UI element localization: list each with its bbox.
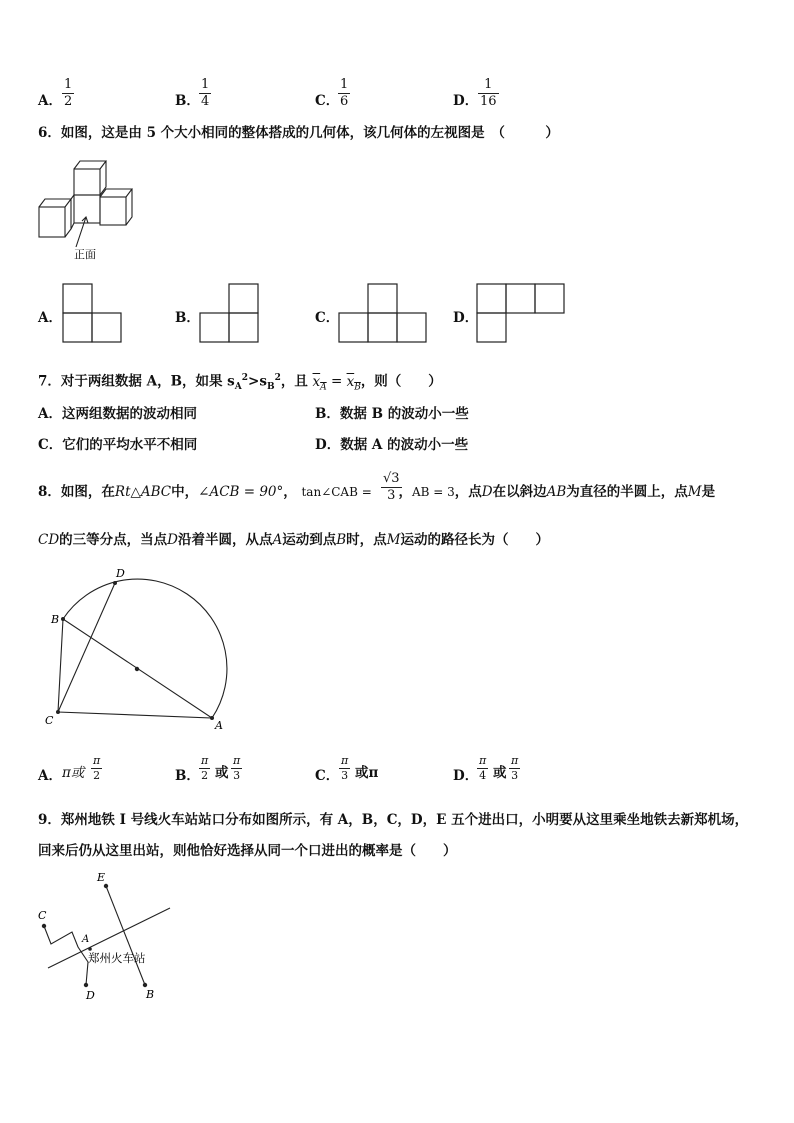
q8-tan-fraction bbox=[381, 472, 402, 503]
fraction-numerator: √3 bbox=[383, 471, 400, 486]
mean-b bbox=[346, 373, 361, 393]
q8-text: 运动到点 bbox=[282, 532, 337, 548]
q8-text: 8．如图，在 bbox=[38, 484, 115, 500]
q8-math-m: M bbox=[687, 484, 702, 500]
q8-math-d: D bbox=[167, 532, 178, 548]
q8-text: 是 bbox=[701, 484, 716, 500]
fraction-numerator: π bbox=[341, 754, 349, 767]
q8-option-a-fraction bbox=[91, 755, 102, 782]
mean-b-var: x bbox=[346, 373, 355, 390]
q5-option-a-fraction bbox=[62, 78, 74, 109]
q8-text: ， bbox=[283, 484, 297, 500]
subscript: A bbox=[320, 382, 327, 393]
q8-option-c-mid: 或π bbox=[355, 765, 379, 781]
q8-option-b-mid: 或 bbox=[215, 765, 229, 781]
label-b: B bbox=[51, 613, 60, 626]
q6-option-c-label: C． bbox=[315, 310, 340, 326]
fraction-denominator: 4 bbox=[479, 769, 487, 782]
q9-stem-line2: 回来后仍从这里出站，则他恰好选择从同一个口进出的概率是（ ） bbox=[38, 843, 457, 859]
q7-option-c: C．它们的平均水平不相同 bbox=[38, 437, 198, 453]
center-point bbox=[135, 667, 139, 671]
fraction-denominator: 3 bbox=[341, 769, 349, 782]
q9-stem-line1: 9．郑州地铁 I 号线火车站站口分布如图所示，有 A，B，C，D，E 五个进出口，小明要从这里乘坐地铁去新郑机场， bbox=[38, 812, 749, 828]
q6-option-c-figure bbox=[338, 283, 430, 345]
station-label: 郑州火车站 bbox=[88, 951, 146, 965]
q8-option-a-label: A． bbox=[38, 768, 62, 784]
q5-option-d-label: D． bbox=[453, 93, 479, 109]
q8-text: 时，点 bbox=[346, 532, 387, 548]
q5-option-d-fraction bbox=[478, 78, 499, 109]
q8-math-ab: AB = 3 bbox=[411, 485, 455, 499]
fraction-numerator: 1 bbox=[64, 77, 73, 92]
fraction-numerator: π bbox=[93, 754, 101, 767]
q8-text: 在以斜边 bbox=[492, 484, 547, 500]
q8-math-m: M bbox=[386, 532, 401, 548]
q7-stem bbox=[38, 369, 442, 396]
mean-a-var: x bbox=[312, 373, 321, 390]
point-c bbox=[56, 710, 60, 714]
fraction-denominator: 3 bbox=[233, 769, 241, 782]
q7-stem-part: >s bbox=[248, 373, 267, 390]
fraction-numerator: π bbox=[201, 754, 209, 767]
q8-text: ， bbox=[398, 484, 412, 500]
point-d bbox=[113, 581, 117, 585]
fraction-denominator: 2 bbox=[201, 769, 209, 782]
fraction-denominator: 2 bbox=[64, 94, 73, 109]
point-b bbox=[143, 983, 147, 987]
q8-text: 中， bbox=[171, 484, 199, 500]
q8-option-d-fraction-2 bbox=[509, 755, 520, 782]
q8-option-d-label: D． bbox=[453, 768, 479, 784]
q8-math-angle: ∠ACB = 90° bbox=[198, 484, 284, 500]
point-e bbox=[104, 884, 108, 888]
point-b bbox=[61, 617, 65, 621]
fraction-numerator: π bbox=[233, 754, 241, 767]
label-e: E bbox=[97, 871, 106, 884]
q8-option-c-fraction bbox=[339, 755, 350, 782]
label-b: B bbox=[146, 988, 155, 1001]
label-a: A bbox=[215, 719, 223, 732]
q7-stem-part: ，且 bbox=[280, 373, 308, 390]
q8-math-rt: Rt△ABC bbox=[114, 484, 172, 500]
q5-option-b-fraction bbox=[199, 78, 211, 109]
q8-option-a-pre: π或 bbox=[62, 765, 85, 781]
label-c: C bbox=[38, 909, 47, 922]
superscript: 2 bbox=[241, 373, 249, 383]
q6-option-b-label: B． bbox=[175, 310, 200, 326]
q8-option-b-fraction-1 bbox=[199, 755, 210, 782]
q7-stem-part: ，则（ ） bbox=[360, 373, 442, 390]
fraction-numerator: π bbox=[479, 754, 487, 767]
q6-option-d-figure bbox=[476, 283, 568, 345]
fraction-denominator: 6 bbox=[340, 94, 349, 109]
subscript: B bbox=[266, 382, 275, 393]
q8-stem-line2 bbox=[38, 531, 549, 549]
point-c bbox=[42, 924, 46, 928]
q6-option-b-figure bbox=[199, 283, 261, 345]
fraction-numerator: 1 bbox=[484, 77, 493, 92]
subscript: B bbox=[354, 382, 361, 393]
q8-option-d-mid: 或 bbox=[493, 765, 507, 781]
fraction-denominator: 3 bbox=[387, 488, 396, 503]
q6-solid-figure bbox=[36, 155, 146, 265]
q8-text: 沿着半圆，从点 bbox=[177, 532, 273, 548]
mean-a bbox=[312, 373, 327, 393]
q6-option-a-figure bbox=[62, 283, 124, 345]
q6-option-d-label: D． bbox=[453, 310, 479, 326]
q8-option-b-label: B． bbox=[175, 768, 200, 784]
fraction-numerator: π bbox=[511, 754, 519, 767]
q8-option-b-fraction-2 bbox=[231, 755, 242, 782]
q5-option-c-label: C． bbox=[315, 93, 340, 109]
q8-text: ，点 bbox=[454, 484, 482, 500]
q8-text: 运动的路径长为（ ） bbox=[400, 532, 549, 548]
q7-option-d: D．数据 A 的波动小一些 bbox=[315, 437, 469, 453]
q7-option-b: B．数据 B 的波动小一些 bbox=[315, 406, 469, 422]
q7-stem-part: 7．对于两组数据 A，B，如果 s bbox=[38, 373, 235, 390]
fraction-denominator: 16 bbox=[480, 94, 497, 109]
point-d bbox=[84, 983, 88, 987]
q6-stem: 6．如图，这是由 5 个大小相同的整体搭成的几何体，该几何体的左视图是 （ ） bbox=[38, 125, 559, 141]
label-d: D bbox=[116, 567, 125, 580]
subscript: A bbox=[234, 382, 242, 393]
fraction-denominator: 2 bbox=[93, 769, 101, 782]
q8-math-a: A bbox=[272, 532, 283, 548]
q5-option-c-fraction bbox=[338, 78, 350, 109]
q8-math-cd: CD bbox=[38, 532, 60, 548]
q8-option-d-fraction-1 bbox=[477, 755, 488, 782]
fraction-numerator: 1 bbox=[201, 77, 210, 92]
q7-option-a: A．这两组数据的波动相同 bbox=[38, 406, 197, 422]
label-a: A bbox=[82, 934, 90, 945]
q6-option-a-label: A． bbox=[38, 310, 62, 326]
point-a bbox=[210, 716, 214, 720]
fraction-denominator: 4 bbox=[201, 94, 210, 109]
label-d: D bbox=[86, 989, 95, 1002]
q8-math-d: D bbox=[481, 484, 493, 500]
q8-math-b: B bbox=[336, 532, 347, 548]
fraction-numerator: 1 bbox=[340, 77, 349, 92]
q5-option-a-label: A． bbox=[38, 93, 62, 109]
q8-text: 为直径的半圆上，点 bbox=[566, 484, 688, 500]
equals: = bbox=[326, 373, 347, 390]
q5-option-b-label: B． bbox=[175, 93, 200, 109]
superscript: 2 bbox=[274, 373, 281, 383]
q8-semicircle-figure bbox=[38, 562, 238, 734]
q8-text: 的三等分点，当点 bbox=[59, 532, 168, 548]
q8-option-c-label: C． bbox=[315, 768, 340, 784]
q8-stem-line1 bbox=[38, 483, 715, 501]
front-label: 正面 bbox=[74, 248, 96, 261]
q8-math-tan: tan∠CAB = bbox=[301, 485, 372, 499]
label-c: C bbox=[45, 714, 54, 727]
q9-station-map bbox=[30, 868, 180, 1008]
fraction-denominator: 3 bbox=[511, 769, 519, 782]
q8-math-ab2: AB bbox=[546, 484, 567, 500]
